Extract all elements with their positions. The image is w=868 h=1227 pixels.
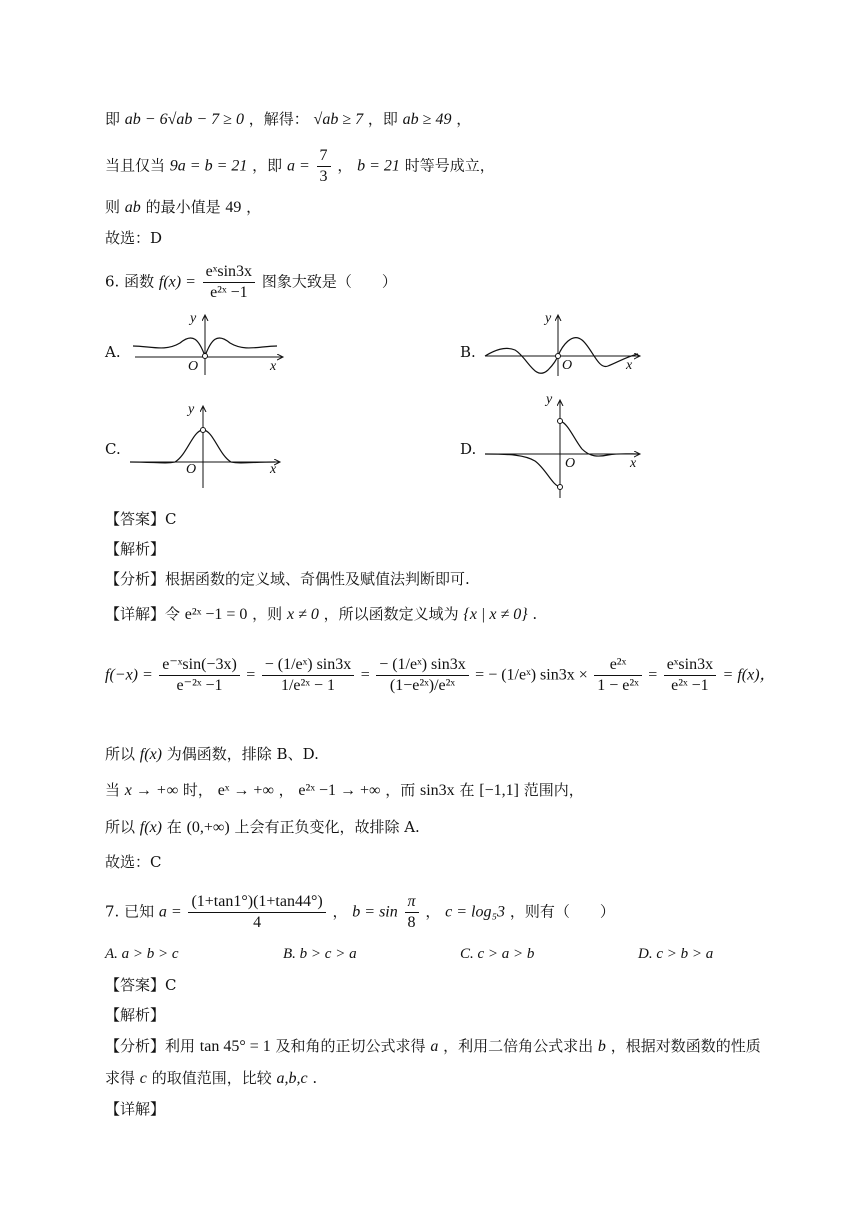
text: 6. 函数 <box>105 272 155 291</box>
fraction <box>594 655 642 696</box>
axis-y-label: y <box>545 311 552 326</box>
math-expr: sin3x <box>419 782 455 799</box>
text-line: 故选：C <box>105 853 162 871</box>
math-expr: = − (1/eˣ) sin3x × <box>475 666 588 684</box>
option-a: A. a > b > c <box>105 946 179 962</box>
text: 当且仅当 <box>105 156 166 175</box>
text: ，所以函数定义域为 <box>323 605 459 623</box>
option-label: D. <box>460 440 477 458</box>
text: ， <box>337 156 353 175</box>
math-expr: tan 45° = 1 <box>199 1038 271 1055</box>
math-expr: x → +∞ <box>124 782 179 799</box>
text: 的取值范围，比较 <box>151 1069 272 1087</box>
text: ，即 <box>367 110 398 128</box>
axis-y-label: y <box>190 311 197 326</box>
numerator: eˣsin3x <box>664 655 716 676</box>
text: ， <box>456 110 472 128</box>
math-expr: f(−x) = <box>105 666 153 684</box>
text: 范围内， <box>523 781 584 799</box>
math-expr: 49 <box>225 199 242 216</box>
origin-label: O <box>562 358 573 373</box>
text: 求得 <box>105 1069 136 1087</box>
math-expr: f(x) <box>139 746 162 763</box>
graph-d <box>480 395 650 500</box>
origin-label: O <box>565 456 576 471</box>
option-label: C. <box>105 440 121 458</box>
analysis-text <box>105 1067 317 1090</box>
open-point <box>201 428 206 433</box>
numerator: − (1/eˣ) sin3x <box>262 655 355 676</box>
math-expr: 9a = b = 21 <box>169 157 248 175</box>
axis-y-label: y <box>546 392 553 407</box>
math-expr: a,b,c <box>276 1070 308 1087</box>
math-expr: ab ≥ 49 <box>402 111 452 128</box>
open-point <box>556 354 561 359</box>
text: . <box>532 605 538 623</box>
detail-heading: 【详解】 <box>105 1100 166 1118</box>
math-expr: {x | x ≠ 0} <box>463 606 528 623</box>
option-label: A. <box>105 343 121 361</box>
math-expr: e²ˣ −1 → +∞ <box>298 782 381 799</box>
text: ，解得： <box>248 110 309 128</box>
text: ，即 <box>252 156 283 175</box>
text: . <box>312 1069 318 1087</box>
denominator: 3 <box>319 168 328 185</box>
axis-x-label: x <box>626 358 633 373</box>
denominator: 1/e²ˣ − 1 <box>280 677 335 694</box>
text: 时， <box>182 781 213 799</box>
option-label: B. <box>460 343 476 361</box>
text-line: 故选：D <box>105 229 163 247</box>
math-expr: [−1,1] <box>479 782 519 799</box>
text: 当 <box>105 781 121 799</box>
text: ， <box>278 781 294 799</box>
denominator: 1 − e²ˣ <box>597 677 639 694</box>
math-expr: ab − 6√ab − 7 ≥ 0 <box>124 111 244 128</box>
fraction <box>664 655 716 696</box>
origin-label: O <box>186 462 197 477</box>
text: 上会有正负变化，故排除 A. <box>234 818 420 836</box>
option-d: D. c > b > a <box>638 946 714 962</box>
math-expr: eˣ → +∞ <box>217 782 274 799</box>
text: 在 <box>459 781 475 799</box>
fraction <box>203 262 255 303</box>
analysis-heading: 【解析】 <box>105 540 166 558</box>
math-expr: b <box>597 1038 606 1055</box>
answer: 【答案】C <box>105 510 177 528</box>
detail-text <box>105 603 537 626</box>
open-point <box>558 485 563 490</box>
text: 及和角的正切公式求得 <box>275 1037 426 1055</box>
math-expr: b = sin <box>352 903 398 921</box>
denominator: 4 <box>253 914 262 931</box>
numerator: e²ˣ <box>594 655 642 676</box>
fraction <box>262 655 355 696</box>
text: 所以 <box>105 745 136 763</box>
math-expr: a <box>430 1038 439 1055</box>
math-expr: a = <box>158 903 182 921</box>
option-b: B. b > c > a <box>283 946 357 962</box>
axis-x-label: x <box>630 456 637 471</box>
denominator: 8 <box>407 914 416 931</box>
fraction <box>376 655 469 696</box>
question-7 <box>105 892 615 933</box>
open-point <box>558 419 563 424</box>
curve-left <box>485 454 560 487</box>
text: ， <box>246 198 262 216</box>
analysis-text <box>105 1035 761 1058</box>
denominator: e⁻²ˣ −1 <box>176 677 223 694</box>
option-c: C. c > a > b <box>460 946 535 962</box>
math-expr: e²ˣ −1 = 0 <box>184 606 248 623</box>
text: ，利用二倍角公式求出 <box>443 1037 594 1055</box>
text: 【详解】令 <box>105 605 181 623</box>
question-6 <box>105 262 397 303</box>
origin-label: O <box>188 359 199 374</box>
numerator: 7 <box>317 146 331 167</box>
text: ，而 <box>385 781 416 799</box>
math-expr: a = <box>286 157 310 175</box>
math-expr: c = log₅3 <box>445 903 506 921</box>
math-expr: f(x) <box>139 819 162 836</box>
numerator: e⁻ˣsin(−3x) <box>159 655 240 676</box>
text: ， <box>332 902 348 921</box>
fraction <box>159 655 240 696</box>
math-expr: ab <box>124 199 141 216</box>
text-line <box>105 779 584 802</box>
text: ，根据对数函数的性质 <box>610 1037 761 1055</box>
open-point <box>203 354 208 359</box>
text-line <box>105 108 471 131</box>
text-line <box>105 196 261 219</box>
text: 即 <box>105 110 121 128</box>
math-expr: c <box>139 1070 147 1087</box>
numerator: π <box>405 892 419 913</box>
text: 图象大致是（ ） <box>261 272 397 291</box>
denominator: (1−e²ˣ)/e²ˣ <box>389 677 456 694</box>
text: 则 <box>105 198 121 216</box>
math-expr: f(x) = <box>158 273 196 291</box>
fraction <box>405 892 419 933</box>
math-expr: √ab ≥ 7 <box>313 111 364 128</box>
analysis-heading: 【解析】 <box>105 1006 166 1024</box>
text: 【分析】利用 <box>105 1037 196 1055</box>
fraction <box>188 892 325 933</box>
text: 的最小值是 <box>145 198 221 216</box>
numerator: eˣsin3x <box>203 262 255 283</box>
text: 为偶函数，排除 B、D. <box>166 745 319 763</box>
denominator: e²ˣ −1 <box>210 284 248 301</box>
axis-y-label: y <box>188 402 195 417</box>
math-expr: (0,+∞) <box>186 819 230 836</box>
axis-x-label: x <box>270 359 277 374</box>
curve-right <box>560 421 638 456</box>
answer: 【答案】C <box>105 976 177 994</box>
fraction <box>317 146 331 187</box>
analysis-text: 【分析】根据函数的定义域、奇偶性及赋值法判断即可. <box>105 570 470 588</box>
axis-x-label: x <box>270 462 277 477</box>
text: ，则有（ ） <box>509 902 615 921</box>
denominator: e²ˣ −1 <box>671 677 709 694</box>
text: 所以 <box>105 818 136 836</box>
text: ，则 <box>252 605 283 623</box>
numerator: (1+tan1°)(1+tan44°) <box>188 892 325 913</box>
math-expr: b = 21 <box>357 157 400 175</box>
text: 7. 已知 <box>105 902 155 921</box>
text: 时等号成立， <box>404 156 495 175</box>
numerator: − (1/eˣ) sin3x <box>376 655 469 676</box>
text-line <box>105 743 319 766</box>
math-expr: = f(x)， <box>722 666 776 684</box>
text-line <box>105 146 495 187</box>
text: ， <box>425 902 441 921</box>
math-expr: x ≠ 0 <box>286 606 319 623</box>
equation: f(−x) = $\frac{\text{e⁻ˣsin(−3x)}}{\text{e⁻²ˣ −1}}$ = $\frac{\text{− (1/eˣ) sin3x}}{\text{1/e²ˣ − 1}}$ = $\frac{\text{− (1/eˣ) sin3x}}{\text{(1−e²ˣ)/e²ˣ}}$ = − (1/eˣ) sin3x × $\frac{\text{e²ˣ}}{\text{1 − e²ˣ}}$ = $\frac{\text{eˣsin3x}}{\text{e²ˣ −1}}$ = f(x)， <box>105 656 776 694</box>
text-line <box>105 816 420 839</box>
text: 在 <box>166 818 182 836</box>
